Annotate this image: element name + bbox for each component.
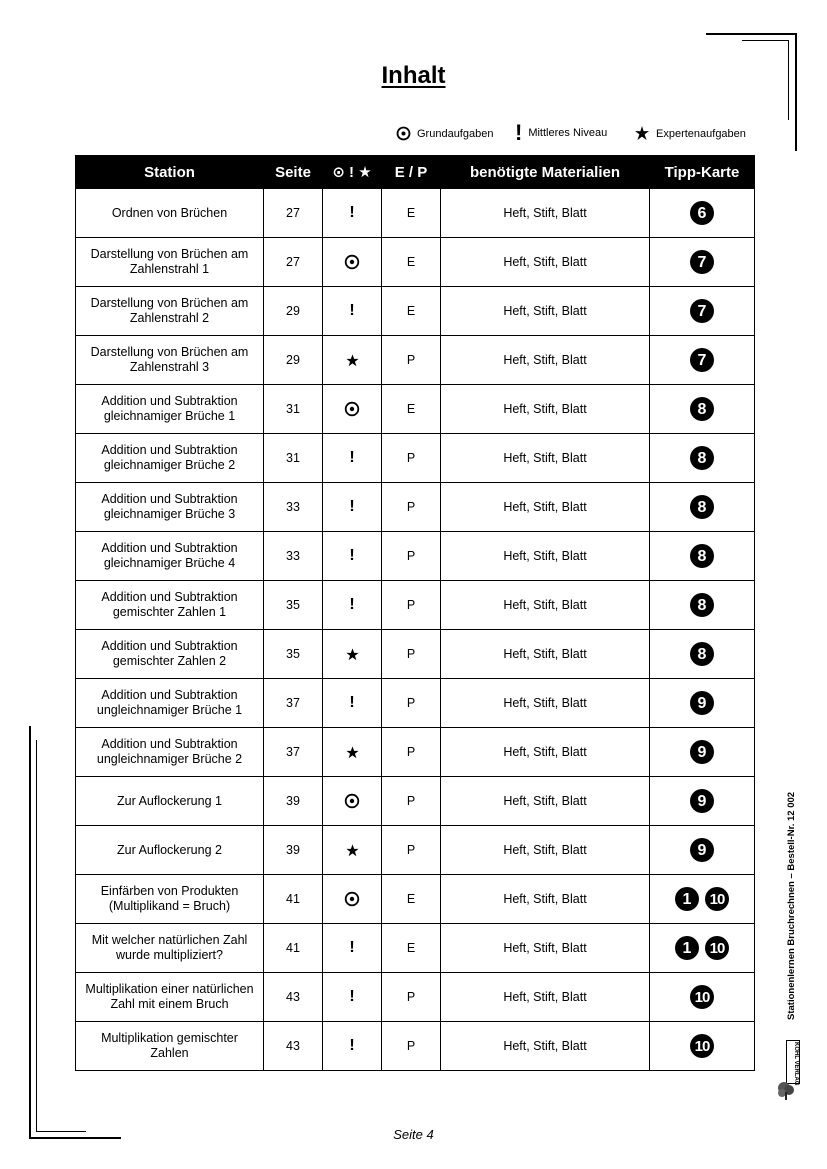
cell-materialien: Heft, Stift, Blatt	[441, 385, 650, 434]
header-materialien: benötigte Materialien	[441, 156, 650, 189]
cell-station: Darstellung von Brüchen am Zahlenstrahl 2	[76, 287, 264, 336]
exclamation-icon: !	[349, 1037, 355, 1054]
cell-station: Einfärben von Produkten (Multiplikand = Bruch)	[76, 875, 264, 924]
cell-materialien: Heft, Stift, Blatt	[441, 973, 650, 1022]
cell-ep: P	[382, 973, 441, 1022]
cell-level	[323, 532, 382, 581]
cell-station: Addition und Subtraktion gleichnamiger Brüche 2	[76, 434, 264, 483]
cell-tipp	[650, 532, 755, 581]
table-row	[76, 385, 755, 434]
table-row	[76, 1022, 755, 1071]
cell-seite: 43	[264, 1022, 323, 1071]
exclamation-icon: !	[349, 302, 355, 319]
cell-materialien: Heft, Stift, Blatt	[441, 336, 650, 385]
header-symbols: ⊙ ! ★	[323, 156, 382, 189]
cell-seite: 31	[264, 434, 323, 483]
cell-level	[323, 826, 382, 875]
table-row	[76, 924, 755, 973]
tipp-card-badge: 7	[690, 250, 714, 274]
cell-tipp	[650, 434, 755, 483]
tipp-card-badge: 8	[690, 593, 714, 617]
cell-materialien: Heft, Stift, Blatt	[441, 189, 650, 238]
cell-ep: P	[382, 336, 441, 385]
cell-seite: 43	[264, 973, 323, 1022]
tipp-card-badge: 10	[690, 985, 714, 1009]
cell-seite: 27	[264, 238, 323, 287]
exclamation-icon: !	[515, 120, 523, 145]
cell-tipp	[650, 728, 755, 777]
cell-ep: E	[382, 287, 441, 336]
cell-tipp	[650, 973, 755, 1022]
table-row	[76, 336, 755, 385]
cell-seite: 33	[264, 483, 323, 532]
cell-station: Ordnen von Brüchen	[76, 189, 264, 238]
cell-tipp	[650, 679, 755, 728]
corner-line-bottom-v2	[36, 740, 37, 1132]
header-seite: Seite	[264, 156, 323, 189]
cell-station: Multiplikation einer natürlichen Zahl mit einem Bruch	[76, 973, 264, 1022]
cell-tipp	[650, 777, 755, 826]
tipp-card-badge: 8	[690, 544, 714, 568]
cell-tipp	[650, 287, 755, 336]
tipp-card-badge: 10	[705, 887, 729, 911]
cell-station: Addition und Subtraktion gemischter Zahlen 1	[76, 581, 264, 630]
table-header-row	[76, 156, 755, 189]
exclamation-icon: !	[349, 449, 355, 466]
cell-tipp	[650, 924, 755, 973]
corner-line-top-h2	[742, 40, 789, 41]
tipp-card-badge: 1	[675, 887, 699, 911]
tipp-card-badge: 9	[690, 789, 714, 813]
cell-materialien: Heft, Stift, Blatt	[441, 826, 650, 875]
cell-tipp	[650, 483, 755, 532]
table-body	[76, 189, 755, 1071]
cell-ep: E	[382, 238, 441, 287]
cell-tipp	[650, 189, 755, 238]
cell-ep: E	[382, 924, 441, 973]
cell-level	[323, 238, 382, 287]
cell-materialien: Heft, Stift, Blatt	[441, 581, 650, 630]
cell-level	[323, 630, 382, 679]
cell-tipp	[650, 385, 755, 434]
star-icon	[634, 126, 650, 142]
tipp-card-badge: 9	[690, 740, 714, 764]
cell-station: Addition und Subtraktion gleichnamiger Brüche 4	[76, 532, 264, 581]
corner-line-top-h1	[706, 33, 797, 35]
tipp-card-badge: 8	[690, 446, 714, 470]
cell-level	[323, 679, 382, 728]
circle-dot-icon	[344, 891, 360, 907]
tipp-card-badge: 8	[690, 642, 714, 666]
tipp-card-badge: 8	[690, 495, 714, 519]
table-row	[76, 581, 755, 630]
cell-materialien: Heft, Stift, Blatt	[441, 777, 650, 826]
legend-mittel	[515, 122, 607, 144]
table-row	[76, 483, 755, 532]
cell-materialien: Heft, Stift, Blatt	[441, 875, 650, 924]
legend-grund-label: Grundaufgaben	[417, 127, 494, 140]
cell-seite: 31	[264, 385, 323, 434]
cell-seite: 33	[264, 532, 323, 581]
cell-station: Addition und Subtraktion gleichnamiger Brüche 1	[76, 385, 264, 434]
cell-level	[323, 777, 382, 826]
cell-ep: P	[382, 581, 441, 630]
table-row	[76, 287, 755, 336]
cell-materialien: Heft, Stift, Blatt	[441, 483, 650, 532]
circle-dot-icon	[344, 254, 360, 270]
tree-icon	[776, 1080, 798, 1100]
cell-materialien: Heft, Stift, Blatt	[441, 679, 650, 728]
exclamation-icon: !	[349, 939, 355, 956]
star-icon	[346, 746, 359, 759]
legend-grund	[396, 126, 493, 141]
table-row	[76, 630, 755, 679]
exclamation-icon: !	[349, 988, 355, 1005]
cell-seite: 39	[264, 777, 323, 826]
cell-tipp	[650, 630, 755, 679]
header-ep: E / P	[382, 156, 441, 189]
exclamation-icon: !	[349, 547, 355, 564]
cell-station: Multiplikation gemischter Zahlen	[76, 1022, 264, 1071]
star-icon	[346, 648, 359, 661]
cell-level	[323, 1022, 382, 1071]
cell-seite: 35	[264, 630, 323, 679]
star-icon	[346, 844, 359, 857]
corner-line-bottom-v1	[29, 726, 31, 1139]
table-row	[76, 728, 755, 777]
cell-level	[323, 385, 382, 434]
tipp-card-badge: 7	[690, 348, 714, 372]
cell-ep: E	[382, 875, 441, 924]
cell-tipp	[650, 336, 755, 385]
exclamation-icon: !	[349, 596, 355, 613]
cell-tipp	[650, 875, 755, 924]
tipp-card-badge: 6	[690, 201, 714, 225]
cell-materialien: Heft, Stift, Blatt	[441, 924, 650, 973]
cell-station: Mit welcher natürlichen Zahl wurde multipliziert?	[76, 924, 264, 973]
cell-ep: P	[382, 483, 441, 532]
cell-station: Zur Auflockerung 1	[76, 777, 264, 826]
cell-tipp	[650, 238, 755, 287]
cell-station: Darstellung von Brüchen am Zahlenstrahl 1	[76, 238, 264, 287]
cell-level	[323, 336, 382, 385]
cell-level	[323, 287, 382, 336]
cell-materialien: Heft, Stift, Blatt	[441, 434, 650, 483]
cell-seite: 29	[264, 287, 323, 336]
cell-seite: 29	[264, 336, 323, 385]
table-row	[76, 189, 755, 238]
cell-materialien: Heft, Stift, Blatt	[441, 287, 650, 336]
cell-ep: P	[382, 728, 441, 777]
cell-station: Addition und Subtraktion ungleichnamiger Brüche 2	[76, 728, 264, 777]
tipp-card-badge: 9	[690, 838, 714, 862]
table-row	[76, 238, 755, 287]
legend-experten-label: Expertenaufgaben	[656, 128, 746, 140]
legend-experten	[634, 126, 746, 142]
cell-ep: E	[382, 385, 441, 434]
table-row	[76, 434, 755, 483]
cell-ep: P	[382, 532, 441, 581]
cell-level	[323, 581, 382, 630]
cell-materialien: Heft, Stift, Blatt	[441, 1022, 650, 1071]
table-row	[76, 973, 755, 1022]
page-title: Inhalt	[381, 62, 446, 89]
cell-ep: P	[382, 826, 441, 875]
table-row	[76, 679, 755, 728]
cell-level	[323, 483, 382, 532]
exclamation-icon: !	[349, 498, 355, 515]
cell-ep: P	[382, 434, 441, 483]
cell-level	[323, 728, 382, 777]
cell-materialien: Heft, Stift, Blatt	[441, 532, 650, 581]
cell-seite: 41	[264, 924, 323, 973]
legend	[390, 120, 755, 150]
contents-table	[75, 155, 755, 1071]
cell-level	[323, 189, 382, 238]
circle-dot-icon	[344, 401, 360, 417]
page-number: Seite 4	[393, 1127, 434, 1142]
cell-tipp	[650, 1022, 755, 1071]
table-row	[76, 777, 755, 826]
cell-seite: 39	[264, 826, 323, 875]
star-icon	[346, 354, 359, 367]
exclamation-icon: !	[349, 694, 355, 711]
publisher-name: KOHL VERLAG	[793, 1042, 799, 1086]
tipp-card-badge: 10	[705, 936, 729, 960]
cell-ep: E	[382, 189, 441, 238]
tipp-card-badge: 1	[675, 936, 699, 960]
cell-station: Addition und Subtraktion ungleichnamiger Brüche 1	[76, 679, 264, 728]
cell-station: Addition und Subtraktion gemischter Zahlen 2	[76, 630, 264, 679]
cell-seite: 27	[264, 189, 323, 238]
cell-materialien: Heft, Stift, Blatt	[441, 728, 650, 777]
cell-station: Addition und Subtraktion gleichnamiger Brüche 3	[76, 483, 264, 532]
cell-ep: P	[382, 1022, 441, 1071]
publisher-logo	[776, 1040, 798, 1100]
legend-mittel-label: Mittleres Niveau	[528, 127, 608, 139]
cell-level	[323, 434, 382, 483]
cell-seite: 41	[264, 875, 323, 924]
cell-station: Darstellung von Brüchen am Zahlenstrahl 3	[76, 336, 264, 385]
header-tipp: Tipp-Karte	[650, 156, 755, 189]
tipp-card-badge: 9	[690, 691, 714, 715]
header-station: Station	[76, 156, 264, 189]
corner-line-top-v1	[795, 33, 797, 151]
table-row	[76, 532, 755, 581]
cell-station: Zur Auflockerung 2	[76, 826, 264, 875]
tipp-card-badge: 10	[690, 1034, 714, 1058]
cell-tipp	[650, 581, 755, 630]
table-row	[76, 826, 755, 875]
cell-level	[323, 875, 382, 924]
cell-ep: P	[382, 630, 441, 679]
cell-seite: 37	[264, 728, 323, 777]
cell-ep: P	[382, 777, 441, 826]
circle-dot-icon	[344, 793, 360, 809]
cell-seite: 35	[264, 581, 323, 630]
tipp-card-badge: 8	[690, 397, 714, 421]
cell-ep: P	[382, 679, 441, 728]
cell-level	[323, 973, 382, 1022]
cell-materialien: Heft, Stift, Blatt	[441, 238, 650, 287]
sidebar-order-info: Stationenlernen Bruchrechnen – Bestell-Nr. 12 002	[786, 791, 797, 1020]
circle-dot-icon	[396, 126, 411, 141]
cell-tipp	[650, 826, 755, 875]
tipp-card-badge: 7	[690, 299, 714, 323]
cell-seite: 37	[264, 679, 323, 728]
exclamation-icon: !	[349, 204, 355, 221]
table-row	[76, 875, 755, 924]
cell-level	[323, 924, 382, 973]
cell-materialien: Heft, Stift, Blatt	[441, 630, 650, 679]
